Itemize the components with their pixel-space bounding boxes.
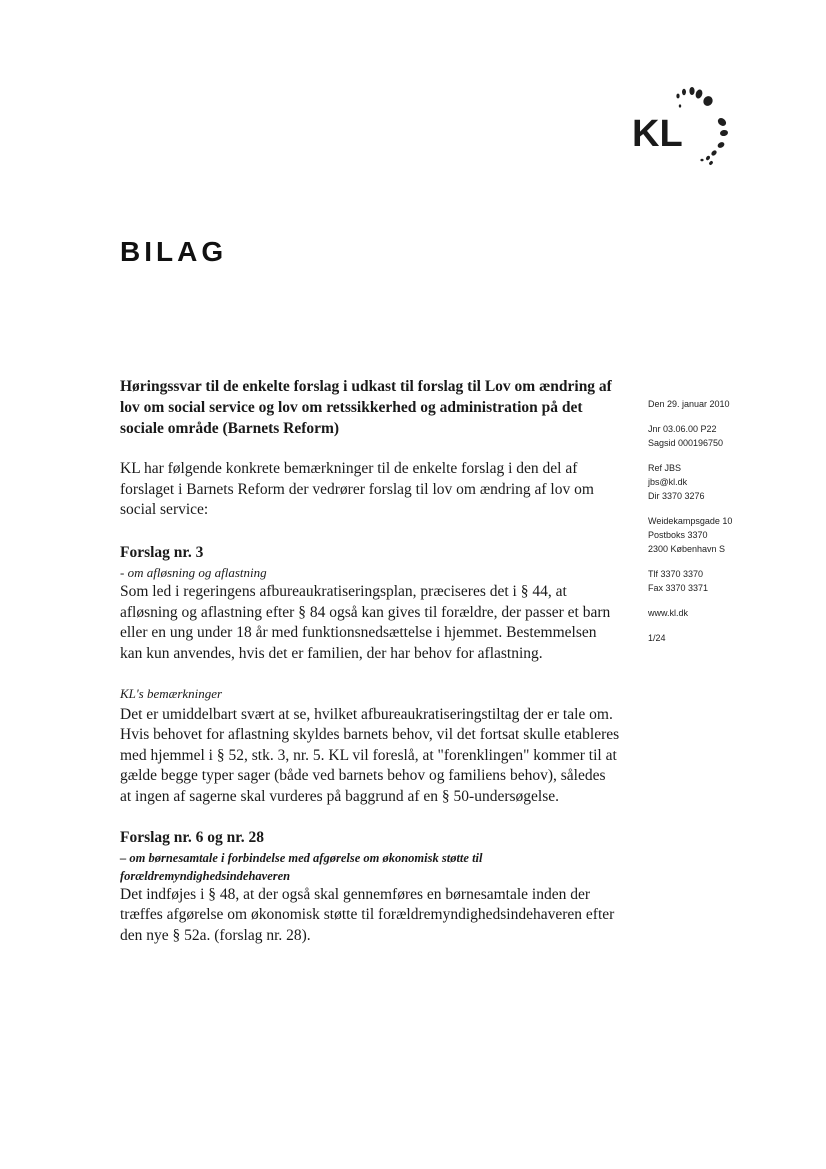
page-title: BILAG xyxy=(120,236,228,267)
kl-logo xyxy=(628,82,740,182)
section-forslag-3 xyxy=(120,543,620,808)
jnr-text: Jnr 03.06.00 P22 xyxy=(648,424,717,434)
comments-heading: KL's bemærkninger xyxy=(120,686,223,701)
sidebar-info xyxy=(648,397,778,656)
email-text: jbs@kl.dk xyxy=(648,477,688,487)
comments-body: Det er umiddelbart svært at se, hvilket afbureaukratiseringstiltag der er tale om. Hvis behovet for aflastning skyldes barnets behov, vil det fortsat skulle etableres med hjemmel i § 52, stk. 3, nr. 5. KL vil foreslå, at "forenklingen" kommer til at gælde begge typer sager (både ved barnets behov og familiens behov), således at ingen af sagerne skal vurderes på baggrund af en § 50-undersøgelse. xyxy=(120,705,620,805)
postbox-text: Postboks 3370 xyxy=(648,530,708,540)
dir-phone-text: Dir 3370 3276 xyxy=(648,491,705,501)
sagsid-text: Sagsid 000196750 xyxy=(648,438,724,448)
document-heading: Høringssvar til de enkelte forslag i udkast til forslag til Lov om ændring af lov om social service og lov om retssikkerhed og administration på det sociale område (Barnets Reform) xyxy=(120,378,612,437)
page-number: 1/24 xyxy=(648,633,666,643)
phone-text: Tlf 3370 3370 xyxy=(648,569,704,579)
city-text: 2300 København S xyxy=(648,544,726,554)
intro-paragraph: KL har følgende konkrete bemærkninger til de enkelte forslag i den del af forslaget i Barnets Reform der vedrører forslag til lov om ændring af lov om social service: xyxy=(120,460,594,518)
website-text: www.kl.dk xyxy=(648,608,689,618)
section-subtitle: – om børnesamtale i forbindelse med afgørelse om økonomisk støtte til forældremyndighedsindehaveren xyxy=(120,850,483,883)
section-body: Som led i regeringens afbureaukratiseringsplan, præciseres det i § 44, at afløsning og aflastning efter § 84 også kan gives til forældre, der passer et barn eller en ung under 18 år med funktionsnedsættelse i hjemmet. Bestemmelsen kan kun anvendes, hvis det er familien, der har behov for aflastning. xyxy=(120,583,611,662)
section-forslag-6-28 xyxy=(120,828,620,946)
fax-text: Fax 3370 3371 xyxy=(648,583,709,593)
document-body xyxy=(120,376,620,967)
section-body: Det indføjes i § 48, at der også skal gennemføres en børnesamtale inden der træffes afgørelse om økonomisk støtte til forældremyndighedsindehaveren efter den nye § 52a. (forslag nr. 28). xyxy=(120,885,615,944)
section-subtitle: - om afløsning og aflastning xyxy=(120,565,267,580)
date-text: Den 29. januar 2010 xyxy=(648,399,730,409)
section-title: Forslag nr. 3 xyxy=(120,543,204,561)
ref-text: Ref JBS xyxy=(648,463,682,473)
logo-text: KL xyxy=(632,113,683,155)
section-title: Forslag nr. 6 og nr. 28 xyxy=(120,829,264,846)
street-text: Weidekampsgade 10 xyxy=(648,516,733,526)
